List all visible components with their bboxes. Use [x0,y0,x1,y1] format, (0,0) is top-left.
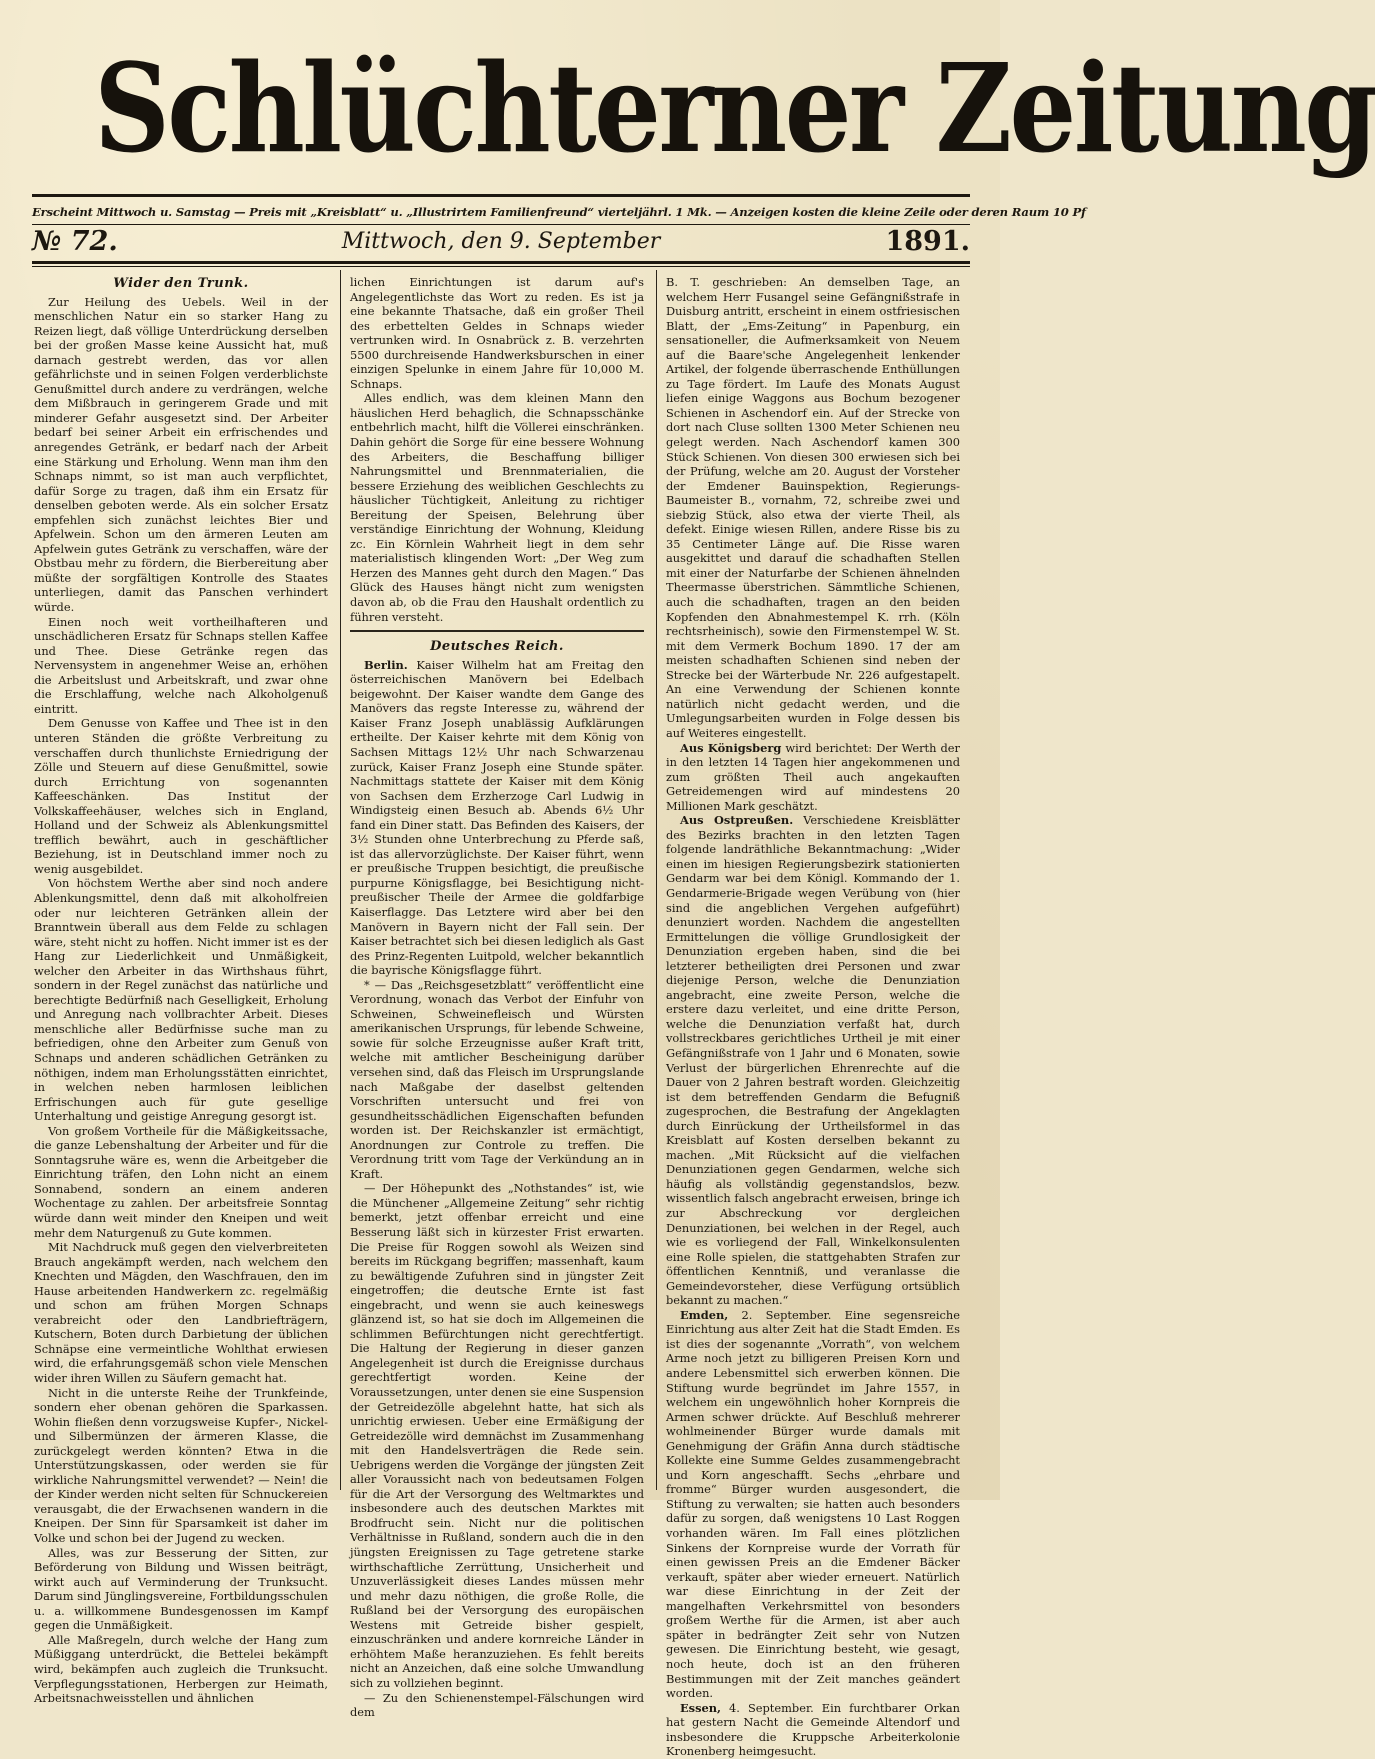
paragraph: Einen noch weit vortheilhafteren und unschädlicheren Ersatz für Schnaps stellen Kaffee und Thee. Diese Getränke regen das Nervensystem in angenehmer Weise an, erhöhen die Arbeitslust und Arbeitskraft, und zwar ohne die Erschlaffung, welche nach Alkoholgenuß eintritt. [34,614,328,716]
dateline-rule [32,261,970,264]
paragraph-text: wird berichtet: Der Werth der in den letzten 14 Tagen hier angekommenen und zum größten Theil auch angekauften Getreidemengen wird auf mindestens 20 Millionen Mark geschätzt. [666,740,960,813]
paragraph: Von großem Vortheile für die Mäßigkeitssache, die ganze Lebenshaltung der Arbeiter und für die Sonntagsruhe wäre es, wenn die Arbeitgeber die Einrichtung träfen, den Lohn nicht an einem Sonnabend, sondern an einem anderen Wochentage zu zahlen. Der arbeitsfreie Sonntag würde dann weit minder den Kneipen und weit mehr dem Naturgenuß zu Gute kommen. [34,1123,328,1240]
column-divider-1 [340,270,341,1490]
column-2 [350,275,644,1720]
paragraph [666,1701,960,1759]
paragraph-text: Verschiedene Kreisblätter des Bezirks brachten in den letzten Tagen folgende landräthliche Bekanntmachung: „Wider einen im hiesigen Regierungsbezirk stationierten Gendarm war bei dem Königl. Kommando der 1. Gendarmerie-Brigade wegen Verübung von (hier sind die angeblichen Vergehen aufgeführt) denunziert worden. Nachdem die angestellten Ermittelungen die völlige Grundlosigkeit der Denunziation ergeben haben, sind die bei letzterer betheiligten drei Personen und zwar diejenige Person, welche die Denunziation angebracht, eine zweite Person, welche die erstere dazu verleitet, und eine dritte Person, welche die Denunziation verfaßt hat, durch vollstreckbares gerichtliches Urtheil je mit einer Gefängnißstrafe von 1 Jahr und 6 Monaten, sowie Verlust der bürgerlichen Ehrenrechte auf die Dauer von 2 Jahren bestraft worden. Gleichzeitig ist dem betreffenden Gendarm die Befugniß zugesprochen, die Bestrafung der Angeklagten durch Einrückung der Urtheilsformel in das Kreisblatt auf Kosten derselben bekannt zu machen. „Mit Rücksicht auf die vielfachen Denunziationen gegen Gendarmen, welche sich häufig als vollständig gegenstandslos, bezw. wissentlich falsch angebracht erweisen, bringe ich zur Abschreckung vor dergleichen Denunziationen, bei welchen in der Regel, auch wie es vorliegend der Fall, Winkelkonsulenten eine Rolle spielen, die stattgehabten Strafen zur öffentlichen Kenntniß, und veranlasse die Gemeindevorsteher, diese Verfügung ortsüblich bekannt zu machen.“ [666,813,961,1308]
paragraph: Dem Genusse von Kaffee und Thee ist in den unteren Ständen die größte Verbreitung zu verschaffen durch thunlichste Erniedrigung der Zölle und Steuern auf diese Genußmittel, sowie durch Errichtung von sogenannten Kaffeeschänken. Das Institut der Volkskaffeehäuser, welches sich in England, Holland und der Schweiz als Ablenkungsmittel trefflich bewährt, auch in geschäftlicher Beziehung, ist in Deutschland immer noch zu wenig ausgebildet. [34,716,328,876]
dateline [32,225,970,259]
dateline-lead: Berlin. [364,657,408,672]
dateline-lead: Aus Königsberg [680,740,782,755]
dateline-lead: Essen, [680,1700,722,1715]
paragraph-text: Kaiser Wilhelm hat am Freitag den österreichischen Manövern bei Edelbach beigewohnt. Der Kaiser wandte dem Gange des Manövers das regste Interesse zu, während der Kaiser Franz Joseph unablässig Aufklärungen ertheilte. Der Kaiser kehrte mit dem König von Sachsen Mittags 12½ Uhr nach Schwarzenau zurück, Kaiser Franz Joseph eine Stunde später. Nachmittags stattete der Kaiser mit dem König von Sachsen dem Erzherzoge Carl Ludwig in Windigsteig einen Besuch ab. Abends 6½ Uhr fand ein Diner statt. Das Befinden des Kaisers, der 3½ Stunden ohne Unterbrechung zu Pferde saß, ist das allervorzüglichste. Der Kaiser führt, wenn er preußische Truppen besichtigt, die preußische purpurne Königsflagge, bei Besichtigung nicht-preußischer Theile der Armee die goldfarbige Kaiserflagge. Das Letztere wird aber bei den Manövern in Bayern nicht der Fall sein. Der Kaiser betrachtet sich bei diesen lediglich als Gast des Prinz-Regenten Luitpold, welcher bekanntlich die bayrische Königsflagge führt. [350,657,644,978]
issue-year: 1891. [885,226,970,257]
section-heading-deutsches-reich: Deutsches Reich. [430,639,564,655]
article-heading-trunk: Wider den Trunk. [113,276,249,291]
paragraph [666,741,960,814]
paragraph: Alles, was zur Besserung der Sitten, zur Beförderung von Bildung und Wissen beiträgt, wirkt auch auf Verminderung der Trunksucht. Darum sind Jünglingsvereine, Fortbildungsschulen u. a. willkommene Bundesgenossen im Kampf gegen die Unmäßigkeit. [34,1545,328,1633]
dateline-lead: Emden, [680,1307,729,1322]
masthead-title: Schlüchterner Zeitung [94,36,1375,180]
paragraph: — Zu den Schienenstempel-Fälschungen wird dem [350,1690,644,1720]
column-3 [666,275,961,1759]
paragraph: Nicht in die unterste Reihe der Trunkfeinde, sondern eher obenan gehören die Sparkassen. Wohin fließen denn vorzugsweise Kupfer-, Nickel- und Silbermünzen der ärmeren Klasse, die zurückgelegt werden könnten? Etwa in die Unterstützungskassen, oder werden sie für wirkliche Nahrungsmittel verwendet? — Nein! die der Kinder werden nicht selten für Schnuckereien verausgabt, die der Erwachsenen wandern in die Kneipen. Der Sinn für Sparsamkeit ist daher im Volke und schon bei der Jugend zu wecken. [34,1385,328,1546]
dateline-rule-thin [32,266,970,267]
subscription-line: Erscheint Mittwoch u. Samstag — Preis mit „Kreisblatt“ u. „Illustrirtem Familienfreund“ vierteljährl. 1 Mk. — Anzeigen kosten die kleine Zeile oder deren Raum 10 Pf [32,205,1086,219]
paragraph: * — Das „Reichsgesetzblatt“ veröffentlicht eine Verordnung, wonach das Verbot der Einfuhr von Schweinen, Schweinefleisch und Würsten amerikanischen Ursprungs, für lebende Schweine, sowie für solche Erzeugnisse außer Kraft tritt, welche mit amtlicher Bescheinigung darüber versehen sind, daß das Fleisch im Ursprungslande nach Maßgabe der daselbst geltenden Vorschriften untersucht und frei von gesundheitsschädlichen Eigenschaften befunden worden ist. Der Reichskanzler ist ermächtigt, Anordnungen zur Controle zu treffen. Die Verordnung tritt vom Tage der Verkündung an in Kraft. [350,977,644,1181]
paragraph-text: 4. September. Ein furchtbarer Orkan hat gestern Nacht die Gemeinde Altendorf und insbesondere die Kruppsche Arbeiterkolonie Kronenberg heimgesucht. [666,1700,960,1759]
paragraph: — Der Höhepunkt des „Nothstandes“ ist, wie die Münchener „Allgemeine Zeitung“ sehr richtig bemerkt, jetzt offenbar erreicht und eine Besserung läßt sich in kürzester Frist erwarten. Die Preise für Roggen sowohl als Weizen sind bereits im Rückgang begriffen; massenhaft, kaum zu bewältigende Zufuhren sind in jüngster Zeit eingetroffen; die deutsche Ernte ist fast eingebracht, und wenn sie auch keineswegs glänzend ist, so hat sie doch im Allgemeinen die schlimmen Befürchtungen nicht gerechtfertigt. Die Haltung der Regierung in dieser ganzen Angelegenheit ist durch die Ereignisse durchaus gerechtfertigt worden. Keine der Voraussetzungen, unter denen sie eine Suspension der Getreidezölle abgelehnt hatte, hat sich als unrichtig erwiesen. Ueber eine Ermäßigung der Getreidezölle wird demnächst im Zusammenhang mit den Handelsverträgen die Rede sein. Uebrigens werden die Vorgänge der jüngsten Zeit aller Voraussicht nach von bedeutsamen Folgen für die Art der Versorgung des Weltmarktes und insbesondere auch des deutschen Marktes mit Brodfrucht sein. Nicht nur die politischen Verhältnisse in Rußland, sondern auch die in den jüngsten Ereignissen zu Tage getretene starke wirthschaftliche Zerrüttung, Unsicherheit und Unzuverlässigkeit dieses Landes müssen mehr und mehr dazu nöthigen, die große Rolle, die Rußland bei der Versorgung des europäischen Westens mit Getreide bisher gespielt, einzuschränken und andere kornreiche Länder in erhöhtem Maße heranzuziehen. Es fehlt bereits nicht an Anzeichen, daß eine solche Umwandlung sich zu vollziehen beginnt. [350,1181,644,1690]
paragraph: lichen Einrichtungen ist darum auf's Angelegentlichste das Wort zu reden. Es ist ja eine bekannte Thatsache, daß ein großer Theil des erbettelten Geldes in Schnaps wieder vertrunken wird. In Osnabrück z. B. verzehrten 5500 durchreisende Handwerksburschen in einer einzigen Spelunke in einem Jahre für 10,000 M. Schnaps. [350,275,644,391]
paragraph-text: 2. September. Eine segensreiche Einrichtung aus alter Zeit hat die Stadt Emden. Es ist dies der sogenannte „Vorrath“, von welchem Arme noch jetzt zu billigeren Preisen Korn und andere Lebensmittel sich erwerben können. Die Stiftung wurde begründet im Jahre 1557, in welchem ein ungewöhnlich hoher Kornpreis die Armen schwer drückte. Auf Beschluß mehrerer wohlmeinender Bürger wurde damals mit Genehmigung der Gräfin Anna durch städtische Kollekte eine Summe Geldes zusammengebracht und Korn angeschafft. Sechs „ehrbare und fromme“ Bürger wurden ausgesondert, die Stiftung zu verwalten; sie hatten auch besonders dafür zu sorgen, daß wenigstens 10 Last Roggen vorhanden wären. Im Fall eines plötzlichen Sinkens der Kornpreise wurde der Vorrath für einen gewissen Preis an die Emdener Bäcker verkauft, später aber wieder erneuert. Natürlich war diese Einrichtung in der Zeit der mangelhaften Verkehrsmittel von besonders großem Werthe für die Armen, ist aber auch später in bedrängter Zeit sehr von Nutzen gewesen. Die Einrichtung besteht, wie gesagt, noch heute, doch ist an den früheren Bestimmungen mit der Zeit manches geändert worden. [666,1307,960,1701]
paragraph: Zur Heilung des Uebels. Weil in der menschlichen Natur ein so starker Hang zu Reizen liegt, daß völlige Unterdrückung derselben bei der großen Masse keine Aussicht hat, muß darnach gestrebt werden, das vor allen gefährlichste und in seinen Folgen verderblichste Genußmittel durch andere zu verdrängen, welche dem Mißbrauch in geringerem Grade und mit minderer Gefahr ausgesetzt sind. Der Arbeiter bedarf bei seiner Arbeit ein erfrischendes und anregendes Getränk, er bedarf nach der Arbeit eine Stärkung und Erholung. Wenn man ihm den Schnaps nimmt, so ist man auch verpflichtet, dafür Sorge zu tragen, daß ihm ein Ersatz für denselben geboten werde. Als ein solcher Ersatz empfehlen sich zunächst leichtes Bier und Apfelwein. Schon um den ärmeren Leuten am Apfelwein gutes Getränk zu verschaffen, wäre der Obstbau mehr zu fördern, die Bierbereitung aber müßte der sorgfältigen Kontrolle des Staates unterliegen, damit das Panschen verhindert würde. [34,294,328,615]
paragraph [666,1308,960,1701]
masthead-rule [32,194,970,197]
paragraph [666,813,960,1308]
paragraph: Alles endlich, was dem kleinen Mann den häuslichen Herd behaglich, die Schnapsschänke entbehrlich macht, hilft die Völlerei einschränken. Dahin gehört die Sorge für eine bessere Wohnung des Arbeiters, die Beschaffung billiger Nahrungsmittel und Brennmaterialien, die bessere Erziehung des weiblichen Geschlechts zu häuslicher Tüchtigkeit, Anleitung zu richtiger Bereitung der Speisen, Belehrung über verständige Einrichtung der Wohnung, Kleidung zc. Ein Körnlein Wahrheit liegt in dem sehr materialistisch klingenden Wort: „Der Weg zum Herzen des Mannes geht durch den Magen.“ Das Glück des Hauses hängt nicht zum wenigsten davon ab, ob die Frau den Haushalt ordentlich zu führen versteht. [350,391,644,624]
paragraph: B. T. geschrieben: An demselben Tage, an welchem Herr Fusangel seine Gefängnißstrafe in Duisburg antritt, erscheint in einem ostfriesischen Blatt, der „Ems-Zeitung“ in Papenburg, ein sensationeller, die Aufmerksamkeit von Neuem auf die Baare'sche Angelegenheit lenkender Artikel, der folgende überraschende Enthüllungen zu Tage fördert. Im Laufe des Monats August liefen einige Waggons aus Bochum bezogener Schienen in Aschendorf ein. Auf der Strecke von dort nach Cluse sollten 1300 Meter Schienen neu gelegt werden. Nach Aschendorf kamen 300 Stück Schienen. Von diesen 300 erwiesen sich bei der Prüfung, welche am 20. August der Vorsteher der Emdener Bauinspektion, Regierungs-Baumeister B., vornahm, 72, schreibe zwei und siebzig Stück, also etwa der vierte Theil, als defekt. Einige wiesen Rillen, andere Risse bis zu 35 Centimeter Länge auf. Die Risse waren ausgekittet und darauf die schadhaften Stellen mit einer der Naturfarbe der Schienen ähnelnden Theermasse überstrichen. Sämmtliche Schienen, auch die schadhaften, tragen an den beiden Kopfenden den Abnahmestempel K. rrh. (Köln rechtsrheinisch), sowie den Firmenstempel W. St. mit dem Vermerk Bochum 1890. 17 der am meisten schadhaften Schienen sind neben der Strecke bei der Wärterbude Nr. 226 aufgestapelt. An eine Verwendung der Schienen konnte natürlich nicht gedacht werden, und die Umlegungsarbeiten wurden in Folge dessen bis auf Weiteres eingestellt. [666,275,960,740]
paragraph: Mit Nachdruck muß gegen den vielverbreiteten Brauch angekämpft werden, nach welchem den Knechten und Mägden, den Waschfrauen, den im Hause arbeitenden Handwerkern zc. regelmäßig und schon am frühen Morgen Schnaps verabreicht oder den Landbriefträgern, Kutschern, Boten durch Darbietung der üblichen Schnäpse eine vermeintliche Wohlthat erwiesen wird, die erfahrungsgemäß schon viele Menschen wider ihren Willen zu Säufern gemacht hat. [34,1240,328,1386]
issue-number: № 72. [32,226,118,257]
column-1 [34,275,328,1706]
paragraph [350,658,644,978]
paragraph: Alle Maßregeln, durch welche der Hang zum Müßiggang unterdrückt, die Bettelei bekämpft wird, bekämpfen auch zugleich die Trunksucht. Verpflegungsstationen, Herbergen zur Heimath, Arbeitsnachweisstellen und ähnlichen [34,1632,328,1706]
column-divider-2 [656,270,657,1490]
section-divider [350,630,644,632]
paragraph: Von höchstem Werthe aber sind noch andere Ablenkungsmittel, denn daß mit alkoholfreien oder nur leichteren Getränken allein der Branntwein überall aus dem Felde zu schlagen wäre, steht nicht zu hoffen. Nicht immer ist es der Hang zur Liederlichkeit und Unmäßigkeit, welcher den Arbeiter in das Wirthshaus führt, sondern in der Regel zunächst das natürliche und berechtigte Bedürfniß nach Geselligkeit, Erholung und Anregung nach vollbrachter Arbeit. Dieses menschliche aller Bedürfnisse suche man zu befriedigen, ohne den Arbeiter zum Genuß von Schnaps und anderen schädlichen Getränken zu nöthigen, indem man Erholungsstätten einrichtet, in welchen neben harmlosen leiblichen Erfrischungen auch für gute gesellige Unterhaltung und geistige Anregung gesorgt ist. [34,876,328,1124]
dateline-lead: Aus Ostpreußen. [680,813,794,828]
issue-date: Mittwoch, den 9. September [341,229,661,254]
